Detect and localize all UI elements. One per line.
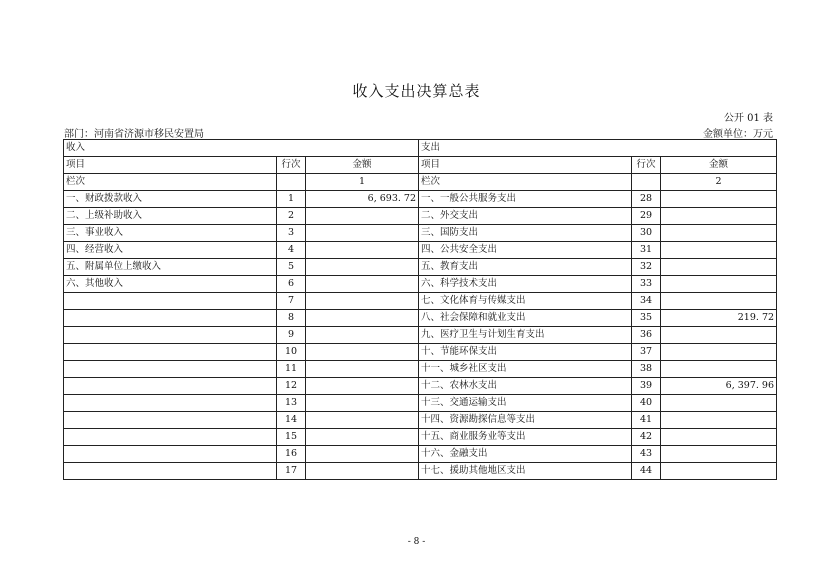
income-amount-cell [306,395,419,412]
table-row [64,293,777,310]
table-row [64,327,777,344]
expense-amount-cell [661,429,777,446]
expense-item-cell: 十、节能环保支出 [419,344,632,361]
expense-line-cell: 30 [632,225,661,242]
header-expense-line: 行次 [632,157,661,174]
income-item-cell [64,395,277,412]
table-row [64,344,777,361]
income-item-cell [64,446,277,463]
expense-amount-cell [661,242,777,259]
expense-amount-cell [661,259,777,276]
expense-line-cell: 37 [632,344,661,361]
income-item-cell: 四、经营收入 [64,242,277,259]
expense-item-cell: 十七、援助其他地区支出 [419,463,632,480]
income-item-cell: 五、附属单位上缴收入 [64,259,277,276]
income-line-cell: 4 [277,242,306,259]
income-item-cell: 三、事业收入 [64,225,277,242]
income-item-cell [64,361,277,378]
expense-line-cell: 29 [632,208,661,225]
expense-item-cell: 二、外交支出 [419,208,632,225]
form-code: 公开 01 表 [723,113,773,124]
expense-item-cell: 十六、金融支出 [419,446,632,463]
income-amount-cell [306,259,419,276]
income-item-cell [64,327,277,344]
expense-item-cell: 十五、商业服务业等支出 [419,429,632,446]
expense-item-cell: 八、社会保障和就业支出 [419,310,632,327]
table-row [64,446,777,463]
expense-line-cell: 28 [632,191,661,208]
income-item-cell [64,310,277,327]
expense-amount-cell: 6, 397. 96 [661,378,777,395]
income-item-cell [64,378,277,395]
expense-line-cell: 42 [632,429,661,446]
expense-item-cell: 十三、交通运输支出 [419,395,632,412]
header-expense-amount: 金额 [661,157,777,174]
table-row [64,361,777,378]
column-number-blank [277,174,306,191]
expense-amount-cell [661,446,777,463]
table-row [64,276,777,293]
expense-amount-cell: 219. 72 [661,310,777,327]
header-expense-item: 项目 [419,157,632,174]
expense-item-cell: 四、公共安全支出 [419,242,632,259]
expense-item-cell: 五、教育支出 [419,259,632,276]
expense-amount-cell [661,276,777,293]
income-item-cell: 二、上级补助收入 [64,208,277,225]
income-amount-cell [306,361,419,378]
table-row [64,242,777,259]
expense-item-cell: 三、国防支出 [419,225,632,242]
column-number-label: 栏次 [64,174,277,191]
income-line-cell: 2 [277,208,306,225]
page-number: - 8 - [407,537,426,547]
section-header-row [64,140,777,157]
income-line-cell: 15 [277,429,306,446]
income-line-cell: 6 [277,276,306,293]
section-income: 收入 [64,140,419,157]
expense-line-cell: 35 [632,310,661,327]
column-header-row [64,157,777,174]
table-row [64,191,777,208]
section-expense: 支出 [419,140,777,157]
income-line-cell: 9 [277,327,306,344]
expense-line-cell: 38 [632,361,661,378]
income-amount-cell [306,242,419,259]
income-amount-cell [306,446,419,463]
income-amount-cell [306,378,419,395]
income-item-cell [64,412,277,429]
expense-line-cell: 44 [632,463,661,480]
table-row [64,395,777,412]
income-line-cell: 1 [277,191,306,208]
header-income-amount: 金额 [306,157,419,174]
expense-line-cell: 41 [632,412,661,429]
income-line-cell: 10 [277,344,306,361]
expense-item-cell: 十四、资源勘探信息等支出 [419,412,632,429]
income-amount-cell [306,344,419,361]
income-item-cell: 六、其他收入 [64,276,277,293]
table-row [64,429,777,446]
column-number-2: 2 [661,174,777,191]
expense-amount-cell [661,191,777,208]
income-amount-cell [306,225,419,242]
column-number-row [64,174,777,191]
expense-amount-cell [661,344,777,361]
income-item-cell [64,463,277,480]
column-number-blank-2 [632,174,661,191]
expense-line-cell: 33 [632,276,661,293]
income-amount-cell: 6, 693. 72 [306,191,419,208]
income-line-cell: 11 [277,361,306,378]
income-amount-cell [306,412,419,429]
table-row [64,378,777,395]
expense-amount-cell [661,225,777,242]
income-line-cell: 8 [277,310,306,327]
header-income-line: 行次 [277,157,306,174]
column-number-label-2: 栏次 [419,174,632,191]
expense-line-cell: 36 [632,327,661,344]
expense-line-cell: 34 [632,293,661,310]
expense-amount-cell [661,293,777,310]
income-item-cell [64,429,277,446]
income-item-cell [64,344,277,361]
income-line-cell: 16 [277,446,306,463]
table-row [64,259,777,276]
expense-amount-cell [661,327,777,344]
header-income-item: 项目 [64,157,277,174]
income-amount-cell [306,327,419,344]
income-line-cell: 17 [277,463,306,480]
income-expense-table [63,139,777,480]
expense-amount-cell [661,361,777,378]
expense-line-cell: 31 [632,242,661,259]
expense-amount-cell [661,395,777,412]
table-row [64,463,777,480]
income-line-cell: 7 [277,293,306,310]
income-line-cell: 3 [277,225,306,242]
income-line-cell: 14 [277,412,306,429]
expense-line-cell: 40 [632,395,661,412]
expense-item-cell: 十二、农林水支出 [419,378,632,395]
expense-item-cell: 七、文化体育与传媒支出 [419,293,632,310]
expense-amount-cell [661,208,777,225]
expense-line-cell: 43 [632,446,661,463]
expense-amount-cell [661,412,777,429]
table-row [64,310,777,327]
income-line-cell: 5 [277,259,306,276]
column-number-1: 1 [306,174,419,191]
income-amount-cell [306,276,419,293]
income-line-cell: 12 [277,378,306,395]
income-amount-cell [306,208,419,225]
income-amount-cell [306,310,419,327]
income-item-cell: 一、财政拨款收入 [64,191,277,208]
expense-item-cell: 九、医疗卫生与计划生育支出 [419,327,632,344]
expense-item-cell: 六、科学技术支出 [419,276,632,293]
table-row [64,208,777,225]
income-amount-cell [306,429,419,446]
page-title: 收入支出决算总表 [352,82,481,100]
income-amount-cell [306,463,419,480]
amount-unit-label: 金额单位：万元 [703,129,773,140]
expense-amount-cell [661,463,777,480]
expense-line-cell: 32 [632,259,661,276]
expense-item-cell: 十一、城乡社区支出 [419,361,632,378]
income-item-cell [64,293,277,310]
table-row [64,412,777,429]
income-amount-cell [306,293,419,310]
table-row [64,225,777,242]
expense-item-cell: 一、一般公共服务支出 [419,191,632,208]
expense-line-cell: 39 [632,378,661,395]
income-line-cell: 13 [277,395,306,412]
department-label: 部门：河南省济源市移民安置局 [64,129,204,140]
